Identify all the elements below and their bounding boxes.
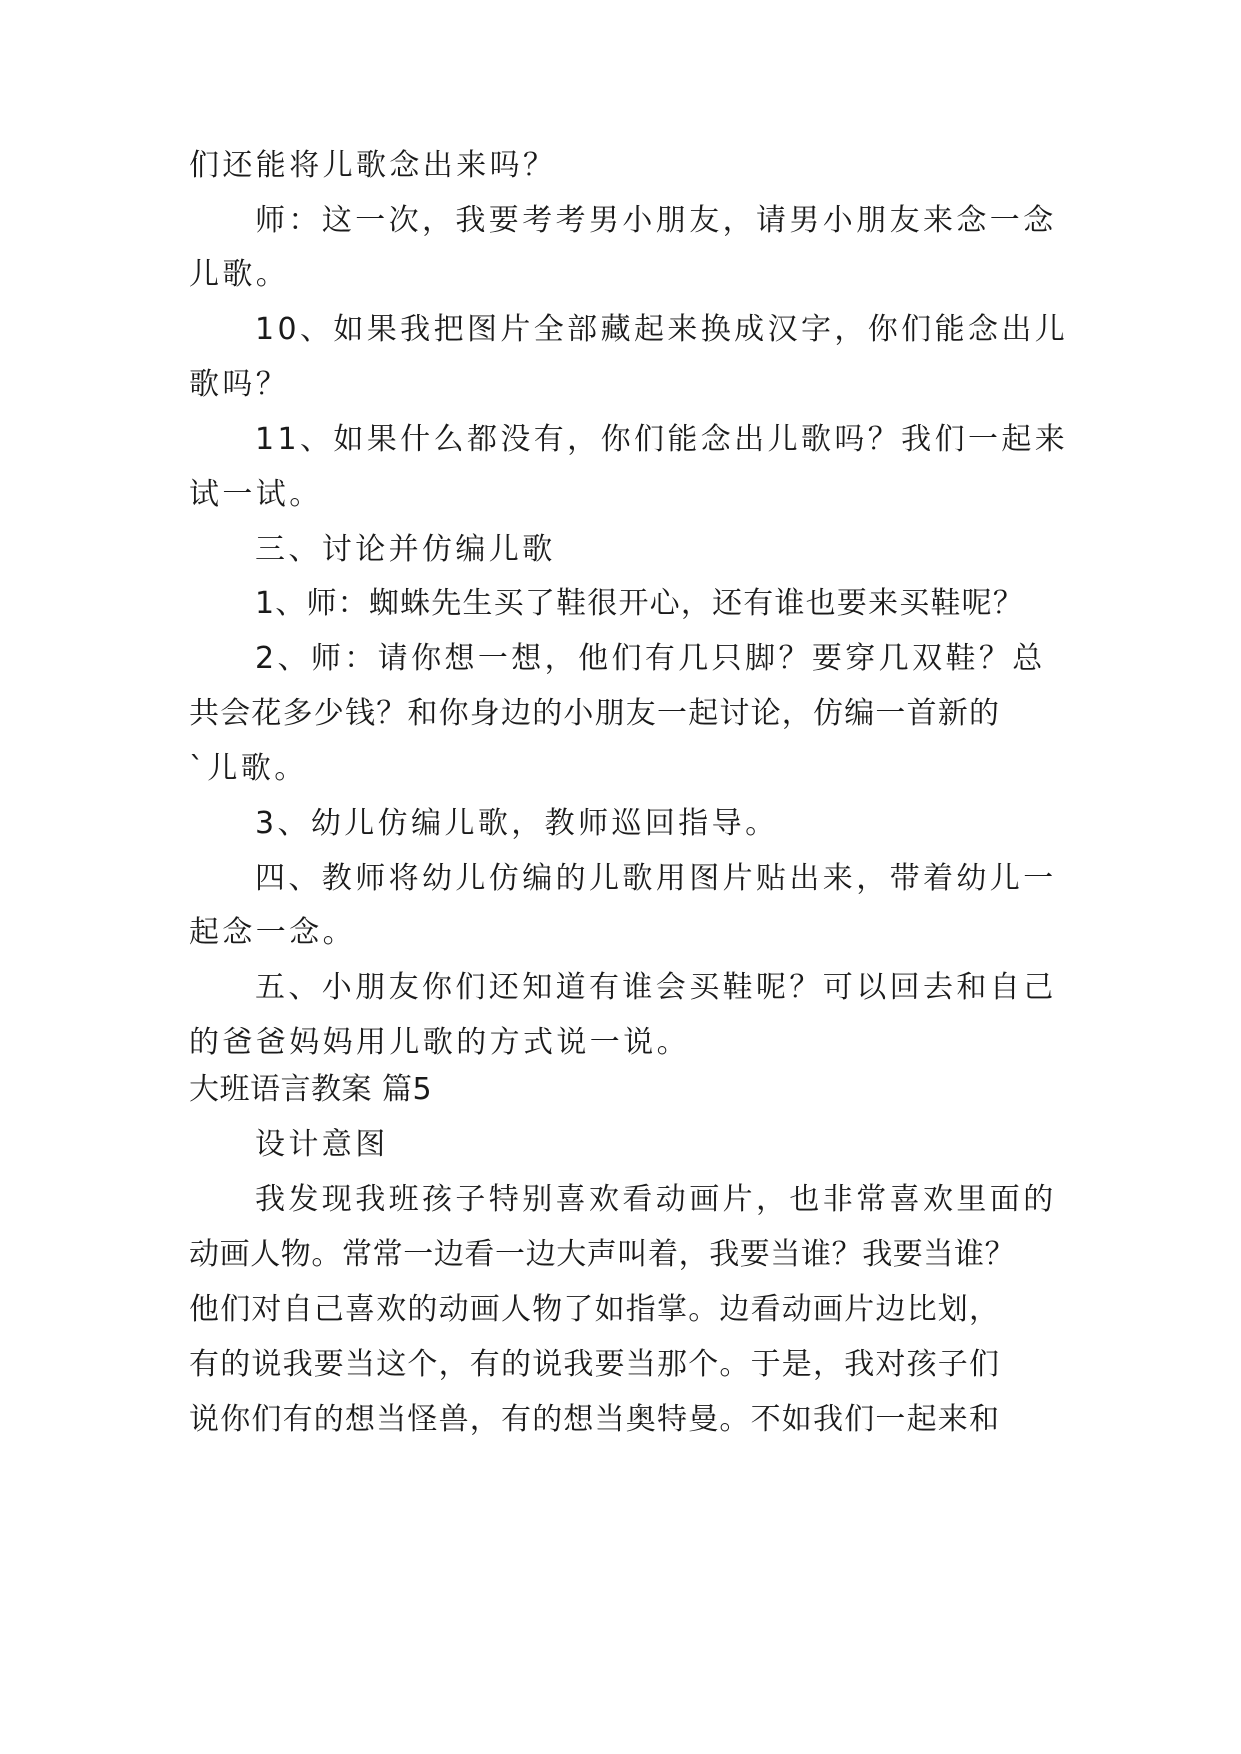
section-heading: 三、讨论并仿编儿歌: [255, 532, 556, 567]
text-line: 歌吗？: [189, 367, 290, 402]
text-line: 我发现我班孩子特别喜欢看动画片，也非常喜欢里面的: [255, 1182, 1057, 1217]
text-line: 五、小朋友你们还知道有谁会买鞋呢？可以回去和自己: [255, 970, 1057, 1005]
text-line: 共会花多少钱？和你身边的小朋友一起讨论，仿编一首新的: [189, 696, 1001, 731]
text-line: 11、如果什么都没有，你们能念出儿歌吗？我们一起来: [255, 422, 1069, 457]
text-line: 有的说我要当这个，有的说我要当那个。于是，我对孩子们: [189, 1347, 1001, 1382]
text-line: 儿歌。: [189, 257, 290, 292]
text-line: 1、师：蜘蛛先生买了鞋很开心，还有谁也要来买鞋呢？: [255, 586, 1025, 621]
text-line: 起念一念。: [189, 915, 356, 950]
text-line: 试一试。: [189, 477, 323, 512]
text-line: 10、如果我把图片全部藏起来换成汉字，你们能念出儿: [255, 312, 1069, 347]
text-line: 说你们有的想当怪兽，有的想当奥特曼。不如我们一起来和: [189, 1402, 1001, 1437]
text-line: 3、幼儿仿编儿歌，教师巡回指导。: [255, 806, 779, 841]
text-line: 他们对自己喜欢的动画人物了如指掌。边看动画片边比划，: [189, 1292, 1001, 1327]
text-line: 师：这一次，我要考考男小朋友，请男小朋友来念一念: [255, 203, 1057, 238]
text-line: `儿歌。: [189, 751, 308, 786]
text-line: 四、教师将幼儿仿编的儿歌用图片贴出来，带着幼儿一: [255, 861, 1057, 896]
section-title: 大班语言教案 篇5: [189, 1072, 433, 1107]
text-line: 2、师：请你想一想，他们有几只脚？要穿几双鞋？总: [255, 641, 1046, 676]
text-line: 的爸爸妈妈用儿歌的方式说一说。: [189, 1025, 690, 1060]
text-line: 们还能将儿歌念出来吗？: [189, 148, 557, 183]
subsection-heading: 设计意图: [255, 1127, 389, 1162]
text-line: 动画人物。常常一边看一边大声叫着，我要当谁？我要当谁？: [189, 1237, 1016, 1272]
